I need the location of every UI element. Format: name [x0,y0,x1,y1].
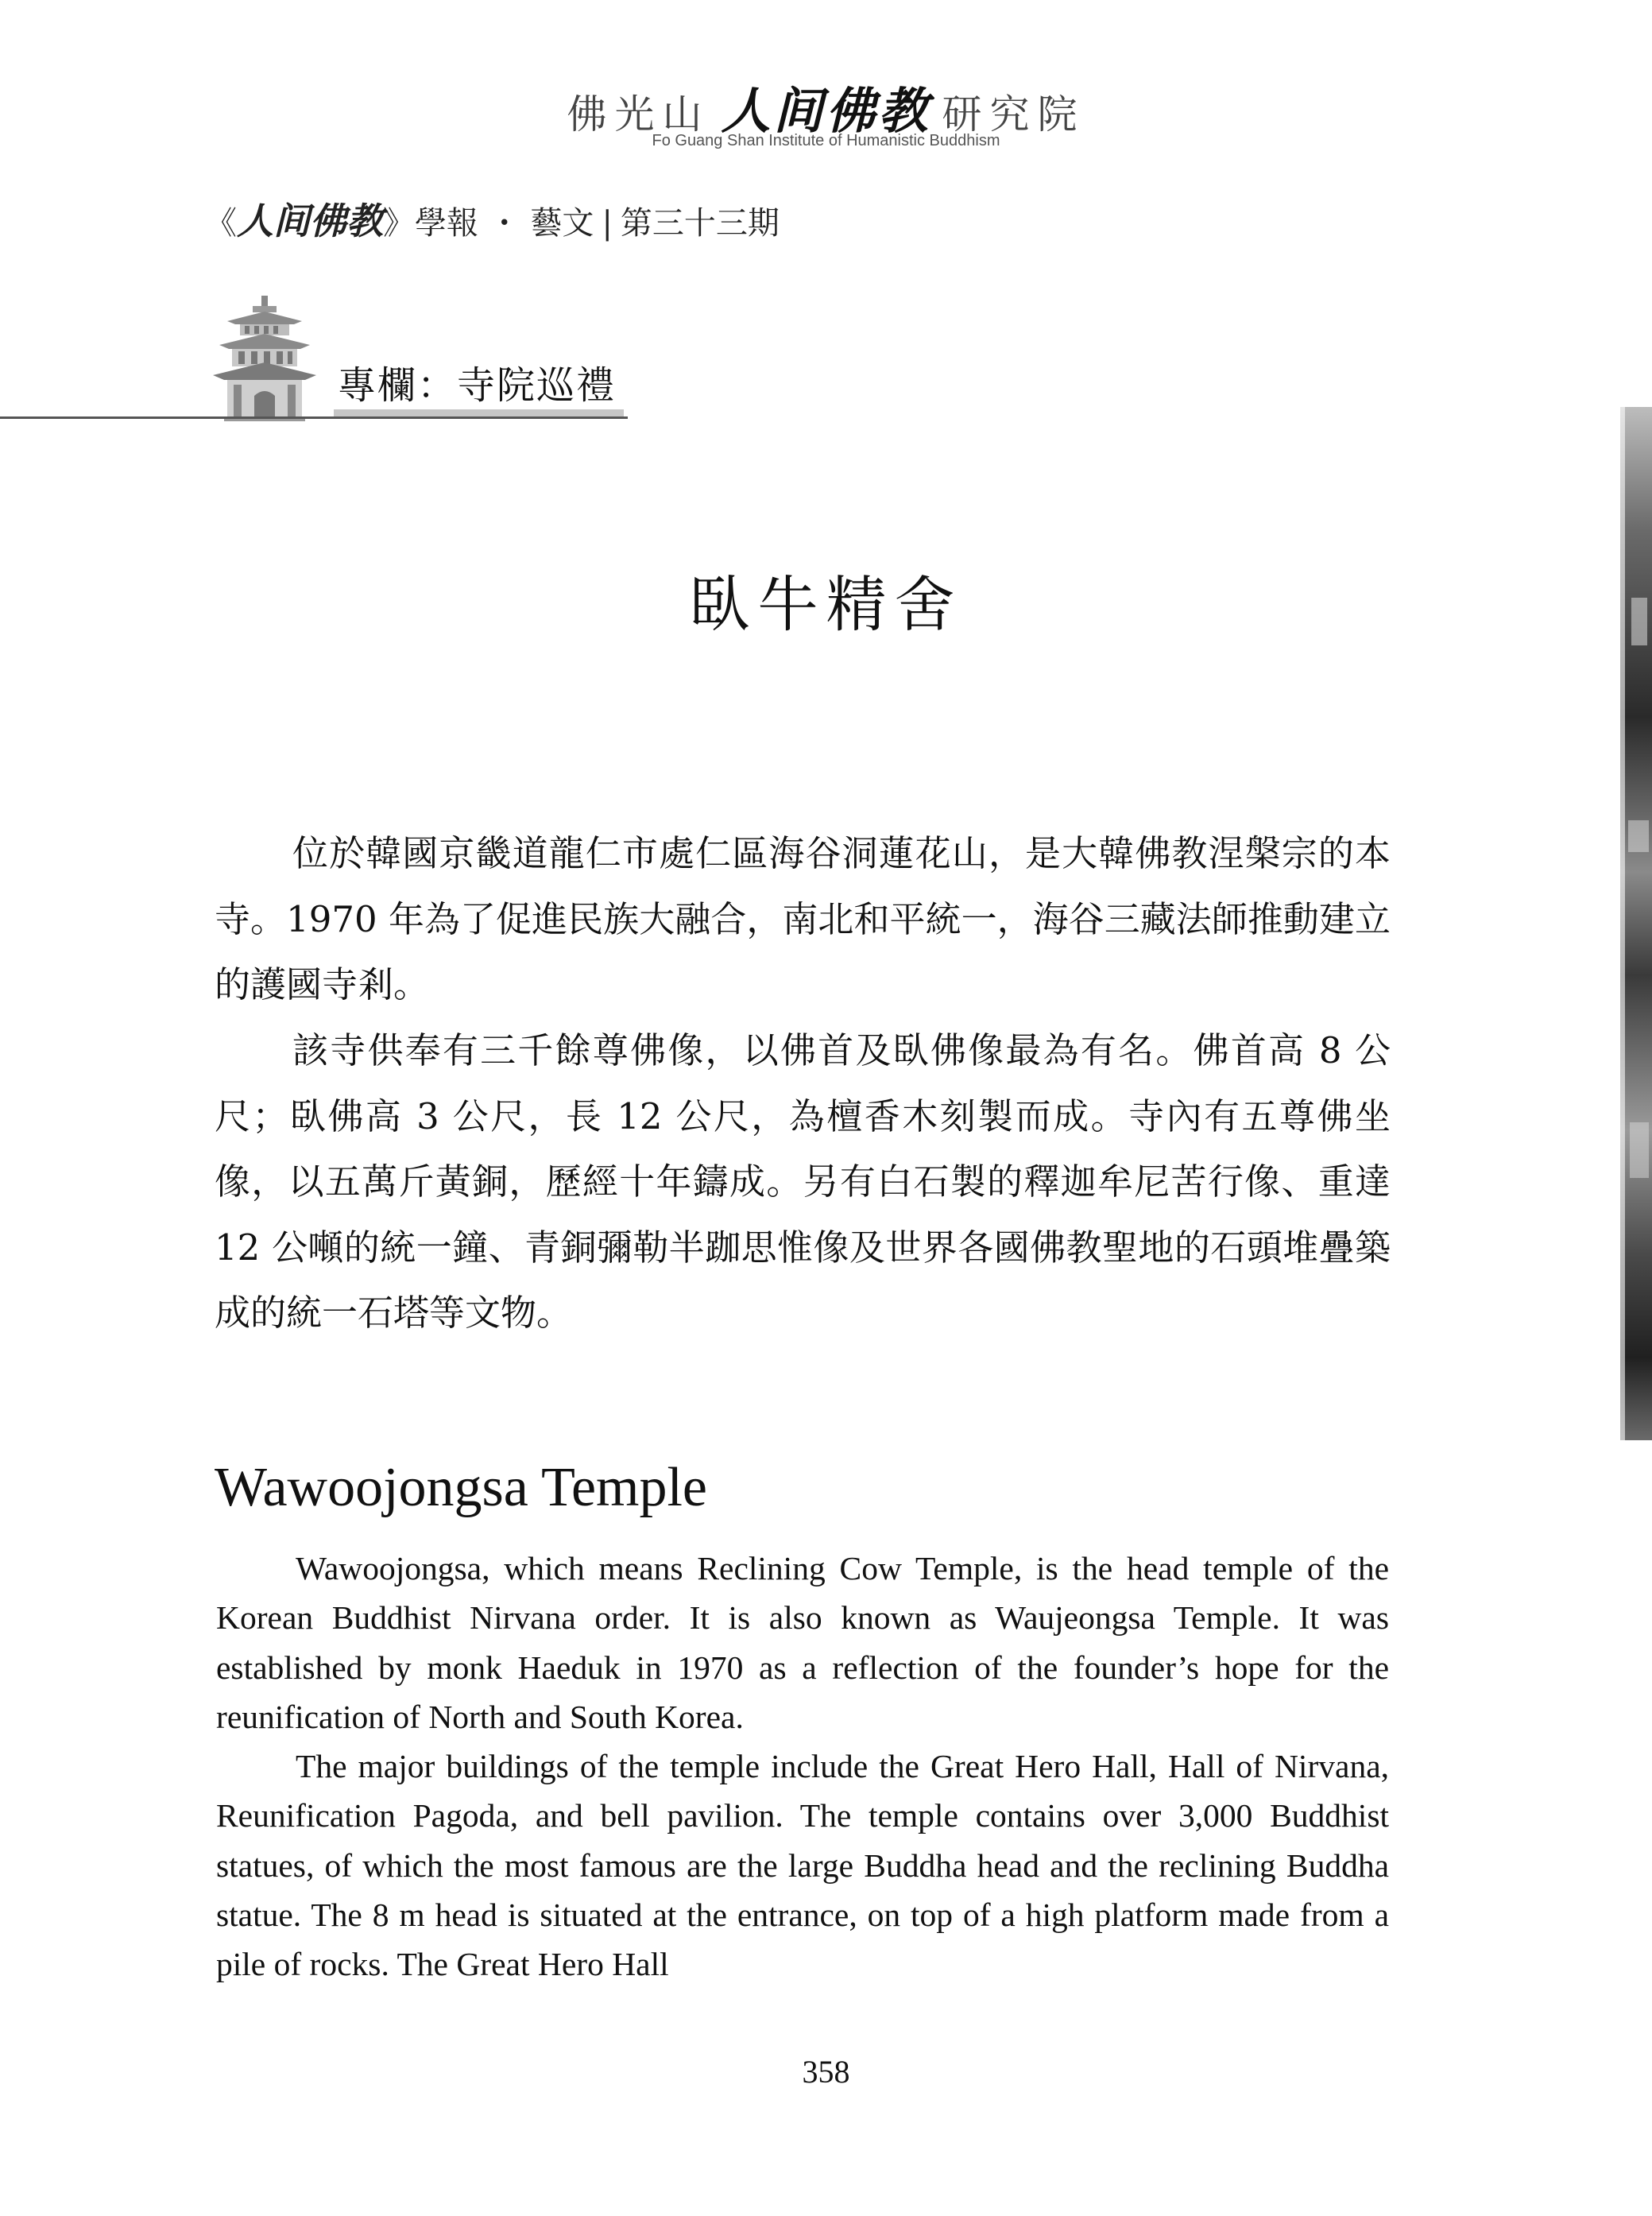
journal-issue: 第三十三期 [620,205,780,242]
institute-suffix: 研究院 [942,91,1085,138]
article-title-cn: 臥牛精舍 [689,569,963,640]
paragraph-cn-2: 該寺供奉有三千餘尊佛像，以佛首及臥佛像最為有名。佛首高 8 公尺；臥佛高 3 公尺，長 12 公尺，為檀香木刻製而成。寺內有五尊佛坐像，以五萬斤黃銅，歷經十年鑄成。另有白石製的釋迦牟尼苦行像、重達 12 公噸的統一鐘、青銅彌勒半跏思惟像及世界各國佛教聖地的石頭堆疊築成的統一石塔等文物。 [215,1029,1391,1334]
institute-english-name: Fo Guang Shan Institute of Humanistic Buddhism [652,132,1000,149]
pagoda-icon [213,296,316,421]
journal-separator: | [602,205,613,242]
journal-title: 人间佛教 [237,200,383,242]
journal-header [205,192,780,245]
journal-section: 學報 ・ 藝文 [415,205,594,242]
article-title-en: Wawoojongsa Temple [215,1457,707,1518]
banner-divider [0,416,628,419]
paragraph-en-2: The major buildings of the temple include the Great Hero Hall, Hall of Nirvana, Reunification Pagoda, and bell pavilion. The temple contains over 3,000 Buddhist statues, of which the most famous are the large Buddha head and the reclining Buddha statue. The 8 m head is situated at the entrance, on top of a high platform made from a pile of rocks. The Great Hero Hall [216,1748,1389,1983]
institute-brand-logo: 人间佛教 [721,82,931,140]
journal-close-bracket: 》 [383,205,415,242]
journal-open-bracket: 《 [205,205,237,242]
paragraph-cn-1: 位於韓國京畿道龍仁市處仁區海谷洞蓮花山，是大韓佛教涅槃宗的本寺。1970 年為了促進民族大融合，南北和平統一，海谷三藏法師推動建立的護國寺剎。 [215,832,1391,1005]
paragraph-en-1: Wawoojongsa, which means Reclining Cow Temple, is the head temple of the Korean Buddhist Nirvana order. It is also known as Waujeongsa Temple. It was established by monk Haeduk in 1970 as a reflection of the founder’s hope for the reunification of North and South Korea. [216,1550,1389,1735]
page-number: 358 [802,2054,850,2090]
column-label: 專欄：寺院巡禮 [338,363,617,408]
institute-prefix: 佛光山 [567,91,710,138]
edge-photo-strip [1620,407,1652,1440]
